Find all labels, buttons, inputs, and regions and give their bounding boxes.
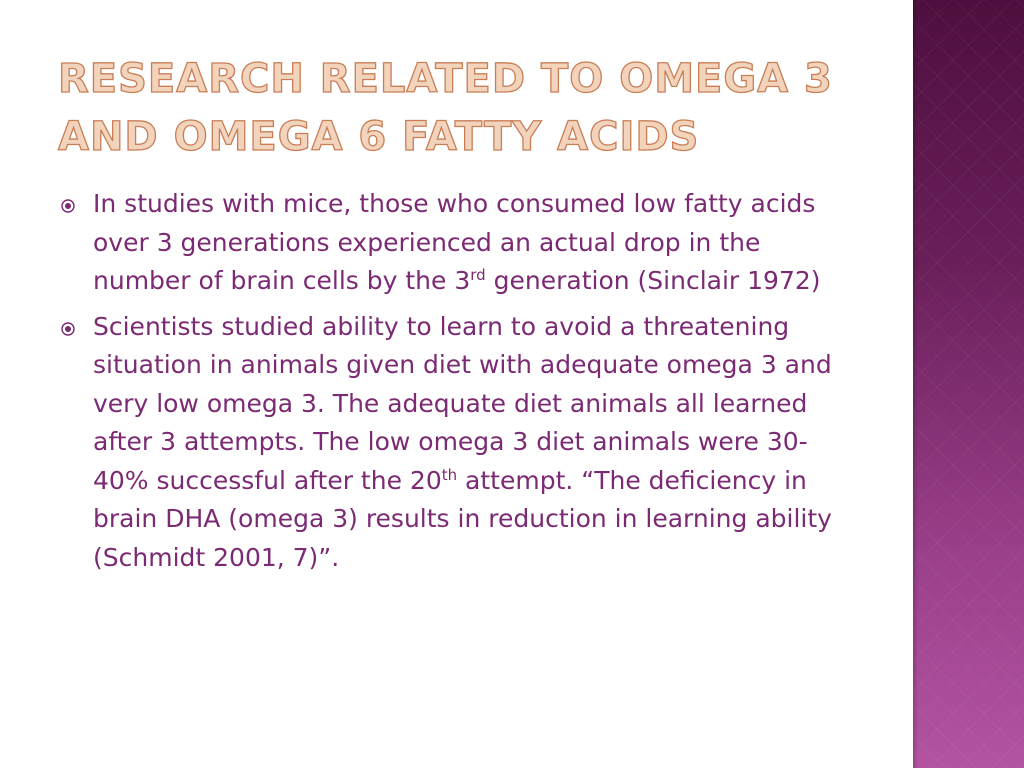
ordinal-superscript: th [441, 465, 458, 484]
bullseye-icon [61, 322, 75, 336]
slide-title: RESEARCH RELATED TO OMEGA 3 AND OMEGA 6 FATTY ACIDS [58, 56, 833, 160]
bullet-item-mice-study [61, 185, 851, 301]
decorative-side-band [913, 0, 1024, 768]
bullet-list [61, 185, 851, 584]
bullseye-icon [61, 199, 75, 213]
bullet-text-continued: attempt. “The deficiency in brain DHA (omega 3) results in reduction in learning ability (Schmidt 2001, 7)”. [93, 465, 832, 572]
ordinal-superscript: rd [470, 266, 486, 284]
bullet-text: In studies with mice, those who consumed low fatty acids over 3 generations experienced an actual drop in the number of brain cells by the 3 [93, 189, 816, 295]
bullet-text: Scientists studied ability to learn to avoid a threatening situation in animals given diet with adequate omega 3 and very low omega 3. The adequate diet animals all learned after 3 attempts. The low omega 3 diet animals were 30-40% successful after the 20 [93, 311, 832, 495]
bullet-item-learning-study [61, 308, 851, 578]
bullet-text-continued: generation (Sinclair 1972) [485, 266, 821, 295]
